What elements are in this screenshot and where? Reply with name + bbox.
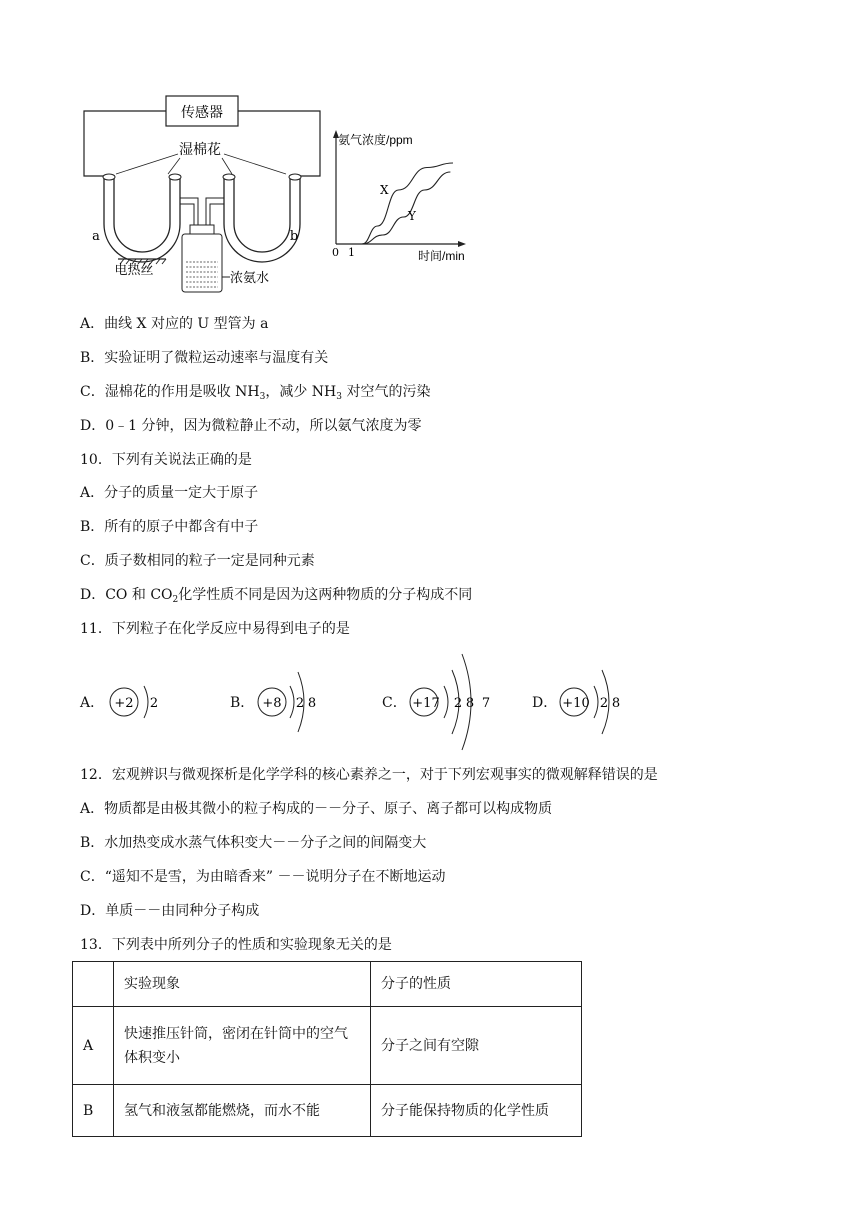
row-a-property: 分子之间有空隙 [371, 1007, 582, 1085]
row-a-phenomenon [114, 1007, 371, 1085]
curve-x [362, 163, 453, 244]
table-header-row [73, 962, 582, 1007]
atom-c-label: C． [382, 695, 407, 711]
sensor-wire-left [84, 111, 166, 176]
row-b-property: 分子能保持物质的化学性质 [371, 1085, 582, 1137]
q9-option-a: A．曲线 X 对应的 U 型管为 a [80, 316, 269, 332]
ammonia-label: 浓氨水 [230, 270, 270, 285]
q9-option-b: B．实验证明了微粒运动速率与温度有关 [80, 350, 329, 366]
header-cell-key [73, 962, 114, 1007]
q12-option-a: A．物质都是由极其微小的粒子构成的－－分子、原子、离子都可以构成物质 [80, 801, 553, 817]
row-a-phenomenon-line-2: 体积变小 [124, 1049, 180, 1066]
atom-d-diagram [556, 650, 646, 754]
cotton-label: 湿棉花 [179, 141, 221, 157]
u-tube-a [104, 178, 180, 262]
atom-a-diagram [108, 650, 178, 754]
curve-y-label: Y [408, 209, 416, 223]
q10-option-b: B．所有的原子中都含有中子 [80, 519, 259, 535]
sensor-wire-right [238, 111, 320, 176]
curve-y [362, 172, 450, 244]
q10-d-sub: 2 [172, 595, 179, 605]
atom-diagrams [80, 650, 680, 754]
q9-c-sub-1: 3 [259, 392, 266, 402]
atom-b-diagram [256, 650, 336, 754]
atom-d-shell-1: 2 [599, 696, 609, 711]
q12-stem: 12．宏观辨识与微观探析是化学学科的核心素养之一，对于下列宏观事实的微观解释错误的是 [80, 767, 658, 783]
q10-stem: 10．下列有关说法正确的是 [80, 452, 252, 468]
tube-a-label: a [92, 229, 100, 244]
atom-c-diagram [406, 650, 506, 754]
q12-option-b: B．水加热变成水蒸气体积变大－－分子之间的间隔变大 [80, 835, 427, 851]
q13-table [72, 961, 582, 1137]
q9-option-c-end: 对空气的污染 [342, 384, 431, 400]
chart-x-label: 时间/min [418, 249, 465, 263]
atom-d-label: D． [532, 695, 558, 711]
q9-option-c-text: C．湿棉花的作用是吸收 NH [80, 384, 260, 400]
q10-option-d [80, 585, 472, 605]
table-row [73, 1007, 582, 1085]
q9-c-sub-2: 3 [336, 392, 343, 402]
q12-option-c: C．“遥知不是雪，为由暗香来” －－说明分子在不断地运动 [80, 869, 446, 885]
atom-c-shell-3: 7 [481, 696, 491, 711]
q9-option-c [80, 382, 430, 402]
atom-d-shell-2: 8 [611, 696, 621, 711]
q12-option-d: D．单质－－由同种分子构成 [80, 903, 260, 919]
atom-b-shell-1: 2 [295, 696, 305, 711]
q9-option-c-mid: ，减少 NH [265, 384, 337, 400]
heater-label: 电热丝 [114, 262, 154, 277]
atom-b-shell-2: 8 [307, 696, 317, 711]
atom-b-label: B． [230, 695, 255, 711]
atom-b-nucleus: +8 [262, 696, 282, 711]
row-a-key: A [73, 1007, 114, 1085]
q9-option-d: D．0﹣1 分钟，因为微粒静止不动，所以氨气浓度为零 [80, 418, 422, 434]
atom-a-label: A． [80, 695, 105, 711]
concentration-chart [332, 130, 466, 263]
chart-x-tick-0: 0 [332, 246, 339, 259]
chart-x-tick-1: 1 [348, 246, 355, 259]
atom-c-shell-2: 8 [465, 696, 475, 711]
curve-x-label: X [380, 183, 389, 197]
u-tube-b [224, 178, 300, 262]
atom-d-nucleus: +10 [562, 696, 590, 711]
q10-option-a: A．分子的质量一定大于原子 [80, 485, 259, 501]
atom-c-shell-1: 2 [453, 696, 463, 711]
q10-d-part1: D．CO 和 CO [80, 587, 173, 603]
q13-stem: 13．下列表中所列分子的性质和实验现象无关的是 [80, 937, 392, 953]
atom-c-nucleus: +17 [412, 696, 440, 711]
q10-d-part2: 化学性质不同是因为这两种物质的分子构成不同 [178, 587, 473, 603]
row-b-phenomenon-line-1: 氢气和液氢都能燃烧，而水不能 [124, 1102, 320, 1119]
header-cell-property: 分子的性质 [371, 962, 582, 1007]
q11-stem: 11．下列粒子在化学反应中易得到电子的是 [80, 621, 350, 637]
atom-a-nucleus: +2 [114, 696, 134, 711]
sensor-label: 传感器 [181, 104, 223, 120]
q10-option-c: C．质子数相同的粒子一定是同种元素 [80, 553, 315, 569]
chart-y-label: 氨气浓度/ppm [338, 133, 413, 147]
ammonia-bottle [182, 234, 222, 292]
table-row [73, 1085, 582, 1137]
experiment-figure [80, 94, 480, 294]
row-b-key: B [73, 1085, 114, 1137]
atom-a-shell-1: 2 [149, 696, 159, 711]
tube-b-label: b [289, 229, 299, 244]
row-b-phenomenon [114, 1085, 371, 1137]
header-cell-phenomenon: 实验现象 [114, 962, 371, 1007]
row-a-phenomenon-line-1: 快速推压针筒，密闭在针筒中的空气 [124, 1025, 348, 1042]
